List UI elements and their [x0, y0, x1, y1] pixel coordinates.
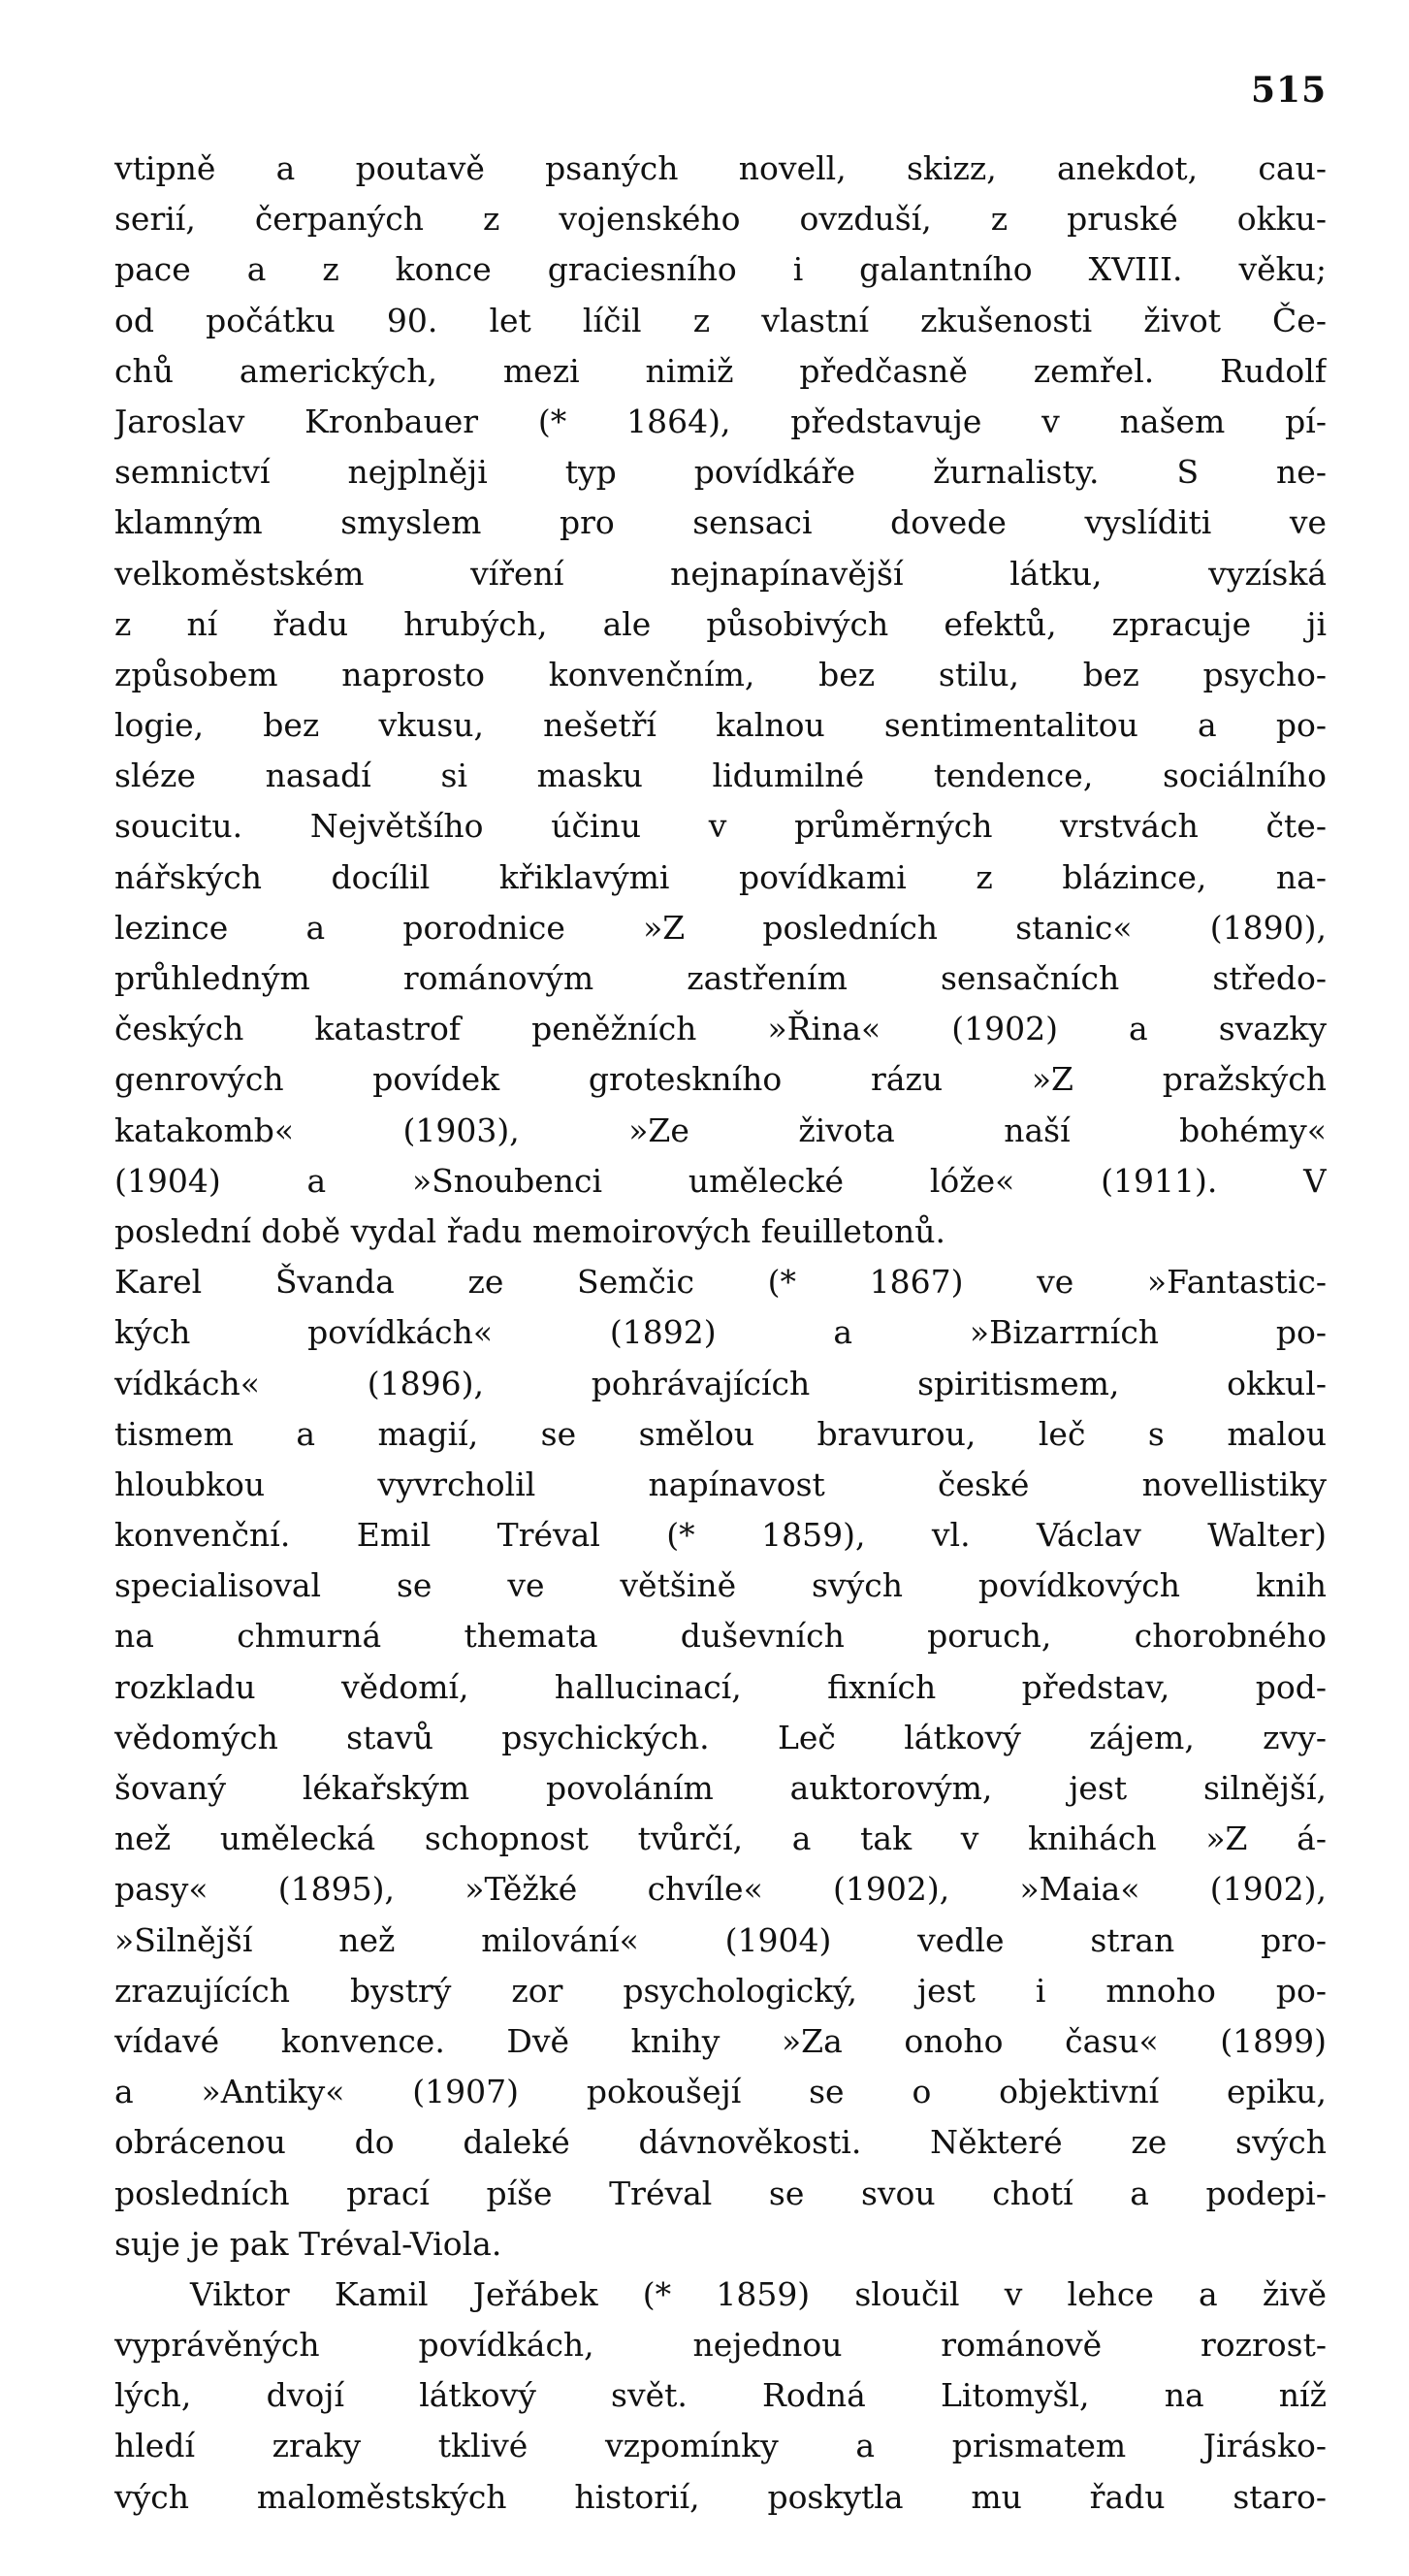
- text-line: genrových povídek groteskního rázu »Z pražských: [114, 1060, 1327, 1099]
- text-line: rozkladu vědomí, hallucinací, fixních představ, pod-: [114, 1667, 1327, 1706]
- text-line: a »Antiky« (1907) pokoušejí se o objektivní epiku,: [114, 2073, 1327, 2111]
- text-line: vídavé konvence. Dvě knihy »Za onoho času« (1899): [114, 2021, 1327, 2060]
- text-line: specialisoval se ve většině svých povídkových knih: [114, 1566, 1327, 1605]
- text-line: logie, bez vkusu, nešetří kalnou sentimentalitou a po-: [114, 706, 1327, 745]
- text-line: suje je pak Tréval-Viola.: [114, 2224, 502, 2263]
- text-line: šovaný lékařským povoláním auktorovým, jest silnější,: [114, 1769, 1327, 1807]
- text-line: chů amerických, mezi nimiž předčasně zemřel. Rudolf: [114, 351, 1327, 390]
- text-line: semnictví nejplněji typ povídkáře žurnalisty. S ne-: [114, 453, 1327, 492]
- text-line: z ní řadu hrubých, ale působivých efektů, zpracuje ji: [114, 604, 1327, 643]
- text-line: soucitu. Největšího účinu v průměrných vrstvách čte-: [114, 807, 1327, 846]
- text-line: (1904) a »Snoubenci umělecké lóže« (1911). V: [114, 1161, 1327, 1200]
- text-line: průhledným románovým zastřením sensačních středo-: [114, 959, 1327, 997]
- text-line: hledí zraky tklivé vzpomínky a prismatem Jirásko-: [114, 2427, 1327, 2465]
- text-line: lých, dvojí látkový svět. Rodná Litomyšl, na níž: [114, 2376, 1327, 2415]
- text-line: vědomých stavů psychických. Leč látkový zájem, zvy-: [114, 1718, 1327, 1756]
- text-line: Karel Švanda ze Semčic (* 1867) ve »Fantastic-: [114, 1263, 1327, 1302]
- text-line: pace a z konce graciesního i galantního XVIII. věku;: [114, 250, 1327, 289]
- text-line: lezince a porodnice »Z posledních stanic« (1890),: [114, 908, 1327, 947]
- text-line: konvenční. Emil Tréval (* 1859), vl. Václav Walter): [114, 1516, 1327, 1555]
- text-line: posledních prací píše Tréval se svou chotí a podepi-: [114, 2174, 1327, 2212]
- text-line: »Silnější než milování« (1904) vedle stran pro-: [114, 1920, 1327, 1959]
- text-line: tismem a magií, se smělou bravurou, leč s malou: [114, 1414, 1327, 1453]
- text-line: od počátku 90. let líčil z vlastní zkušenosti život Če-: [114, 301, 1327, 339]
- text-line: pasy« (1895), »Těžké chvíle« (1902), »Maia« (1902),: [114, 1870, 1327, 1909]
- text-line: hloubkou vyvrcholil napínavost české novellistiky: [114, 1465, 1327, 1503]
- text-line: serií, čerpaných z vojenského ovzduší, z pruské okku-: [114, 200, 1327, 239]
- text-line: vídkách« (1896), pohrávajících spiritismem, okkul-: [114, 1364, 1327, 1402]
- text-line: českých katastrof peněžních »Řina« (1902) a svazky: [114, 1010, 1327, 1048]
- text-line: obrácenou do daleké dávnověkosti. Některé ze svých: [114, 2123, 1327, 2162]
- text-line: způsobem naprosto konvenčním, bez stilu, bez psycho-: [114, 655, 1327, 693]
- text-line: sléze nasadí si masku lidumilné tendence, sociálního: [114, 757, 1327, 795]
- text-line: klamným smyslem pro sensaci dovede vyslíditi ve: [114, 503, 1327, 542]
- text-line: Viktor Kamil Jeřábek (* 1859) sloučil v lehce a živě: [190, 2274, 1327, 2313]
- text-line: poslední době vydal řadu memoirových feuilletonů.: [114, 1211, 946, 1250]
- text-line: vtipně a poutavě psaných novell, skizz, anekdot, cau-: [114, 149, 1327, 187]
- text-line: vyprávěných povídkách, nejednou románově rozrost-: [114, 2326, 1327, 2365]
- text-line: zrazujících bystrý zor psychologický, jest i mnoho po-: [114, 1971, 1327, 2010]
- text-line: nářských docílil křiklavými povídkami z blázince, na-: [114, 857, 1327, 896]
- text-line: Jaroslav Kronbauer (* 1864), představuje v našem pí-: [114, 402, 1327, 440]
- text-line: než umělecká schopnost tvůrčí, a tak v knihách »Z á-: [114, 1819, 1327, 1858]
- text-line: vých maloměstských historií, poskytla mu řadu staro-: [114, 2477, 1327, 2516]
- text-line: katakomb« (1903), »Ze života naší bohémy«: [114, 1111, 1327, 1149]
- text-line: velkoměstském víření nejnapínavější látku, vyzíská: [114, 554, 1327, 593]
- text-line: na chmurná themata duševních poruch, chorobného: [114, 1617, 1327, 1656]
- text-line: kých povídkách« (1892) a »Bizarrních po-: [114, 1313, 1327, 1352]
- body-text: [114, 144, 1327, 2523]
- page-number: 515: [1251, 70, 1328, 111]
